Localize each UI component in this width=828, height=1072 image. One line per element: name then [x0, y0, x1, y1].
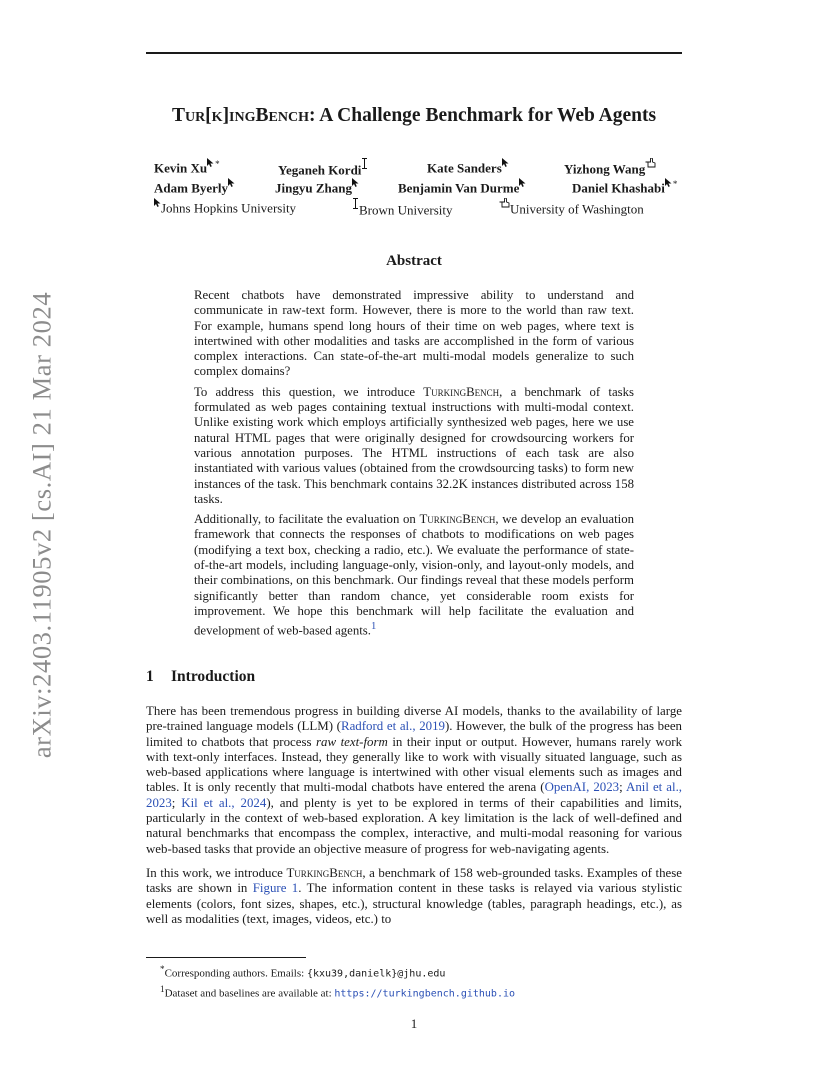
- citation-link[interactable]: Anil et al., 2023: [146, 780, 683, 810]
- author-name: Daniel Khashabi *: [572, 179, 678, 196]
- benchmark-name: TurkingBench: [419, 512, 496, 527]
- footnote: *Corresponding authors. Emails: {kxu39,danielk}@jhu.edu: [160, 964, 446, 980]
- paper-title: [146, 105, 682, 127]
- email-text: {kxu39,danielk}@jhu.edu: [306, 968, 446, 980]
- footnotes: [160, 962, 680, 1002]
- title-rest: : A Challenge Benchmark for Web Agents: [308, 105, 657, 126]
- section-body: [146, 704, 682, 936]
- author-name: Adam Byerly: [154, 178, 235, 196]
- section-heading: [146, 668, 255, 686]
- section-title: Introduction: [171, 668, 256, 685]
- author-name: Yizhong Wang: [564, 158, 656, 177]
- section-number: 1: [146, 668, 154, 685]
- abstract-body: [194, 288, 634, 644]
- citation-link[interactable]: OpenAI, 2023: [544, 780, 620, 795]
- author-name: Jingyu Zhang: [275, 178, 359, 196]
- affiliation: Johns Hopkins University: [154, 198, 296, 216]
- author-row: [146, 178, 682, 198]
- body-paragraph: In this work, we introduce TurkingBench, a benchmark of 158 web-grounded tasks. Examples of these tasks are shown in Figure 1. The information content in these tasks is relayed via various stylistic elements (colors, font sizes, shapes, etc.), structural knowledge (tables, paragraph headings, etc.), as well as modalities (text, images, videos, etc.) to: [146, 865, 682, 926]
- footnote-link[interactable]: 1: [370, 621, 377, 633]
- affiliation: Brown University: [352, 198, 453, 218]
- header-rule: [146, 52, 682, 54]
- text-cursor-icon: [361, 158, 368, 169]
- affiliation: University of Washington: [499, 198, 644, 217]
- emphasis: raw text-form: [316, 734, 388, 749]
- author-name: Yeganeh Kordi: [278, 158, 368, 178]
- benchmark-name: TurkingBench: [423, 384, 500, 399]
- author-name: Benjamin Van Durme: [398, 178, 526, 196]
- citation-link[interactable]: Kil et al., 2024: [181, 795, 267, 810]
- citation-link[interactable]: Radford et al., 2019: [340, 719, 445, 734]
- cursor-icon: [207, 158, 214, 167]
- benchmark-name: TurkingBench: [286, 865, 363, 880]
- text-cursor-icon: [352, 198, 359, 209]
- affiliation-row: [146, 198, 682, 218]
- abstract-paragraph: Additionally, to facilitate the evaluation on TurkingBench, we develop an evaluation framework that connects the responses of chatbots to modifications on web pages (modifying a text box, checking a radio, etc.). We evaluate the performance of state-of-the-art models, including language-only, vision-only, and layout-only models, and their combinations, on this benchmark. Our findings reveal that these models perform significantly better than random chance, yet considerable room exists for improvement. We hope this benchmark will help facilitate the evaluation and development of web-based agents.$^1$: [194, 512, 634, 638]
- title-name-a: Tur[k]ing: [171, 105, 256, 126]
- cursor-icon: [154, 198, 161, 207]
- author-name: Kevin Xu *: [154, 159, 220, 176]
- cursor-icon: [228, 178, 235, 187]
- dataset-url-link[interactable]: https://turkingbench.github.io: [334, 988, 516, 1000]
- arxiv-sidebar-stamp: [22, 290, 62, 760]
- figure-link[interactable]: Figure 1: [252, 881, 299, 896]
- hand-pointer-icon: [645, 158, 656, 168]
- cursor-icon: [519, 178, 526, 187]
- footnote-rule: [146, 957, 306, 958]
- cursor-icon: [665, 178, 672, 187]
- arxiv-id: arXiv:2403.11905v2 [cs.AI] 21 Mar 2024: [26, 291, 57, 759]
- body-paragraph: There has been tremendous progress in building diverse AI models, thanks to the availability of large pre-trained language models (LLM) (Radford et al., 2019). However, the bulk of the progress has been limited to chatbots that process raw text-form in their input or output. However, humans rarely work with text-only interfaces. Instead, they generally like to work with visually situated language, such as web-based applications where language is intertwined with other visual elements such as images and tables. It is only recently that multi-modal chatbots have entered the arena (OpenAI, 2023; Anil et al., 2023; Kil et al., 2024), and plenty is yet to be explored in terms of their capabilities and limits, particularly in the context of web-based exploration. A key limitation is the lack of well-defined and natural benchmarks that encompass the complex, interactive, and multi-modal reasoning for various web-based tasks that provide an objective measure of progress for web-navigating agents.: [146, 704, 683, 856]
- title-name-b: Bench: [255, 105, 309, 126]
- page-number: 1: [410, 1016, 418, 1031]
- hand-pointer-icon: [499, 198, 510, 208]
- abstract-paragraph: Recent chatbots have demonstrated impressive ability to understand and communicate in raw-text form. However, there is more to the world than raw text. For example, humans spend long hours of their time on web pages, where text is intertwined with other modalities and tasks are accomplished in the form of various complex interactions. Can state-of-the-art multi-modal models generalize to such complex domains?: [194, 288, 634, 379]
- abstract-heading: Abstract: [386, 253, 442, 269]
- author-row: [146, 158, 682, 178]
- cursor-icon: [502, 158, 509, 167]
- cursor-icon: [352, 178, 359, 187]
- footnote: $^1$Dataset and baselines are available at: https://turkingbench.github.io: [160, 984, 516, 1000]
- author-name: Kate Sanders: [427, 158, 509, 176]
- abstract-paragraph: To address this question, we introduce TurkingBench, a benchmark of tasks formulated as web pages containing textual instructions with multi-modal context. Unlike existing work which employs artificially synthesized web pages, here we use natural HTML pages that were originally designed for crowdsourcing workers for various annotation purposes. The HTML instructions of each task are also instantiated with various values (obtained from the crowdsourcing tasks) to form new instances of the task. This benchmark contains 32.2K instances distributed across 158 tasks.: [194, 384, 634, 506]
- author-block: [146, 158, 682, 218]
